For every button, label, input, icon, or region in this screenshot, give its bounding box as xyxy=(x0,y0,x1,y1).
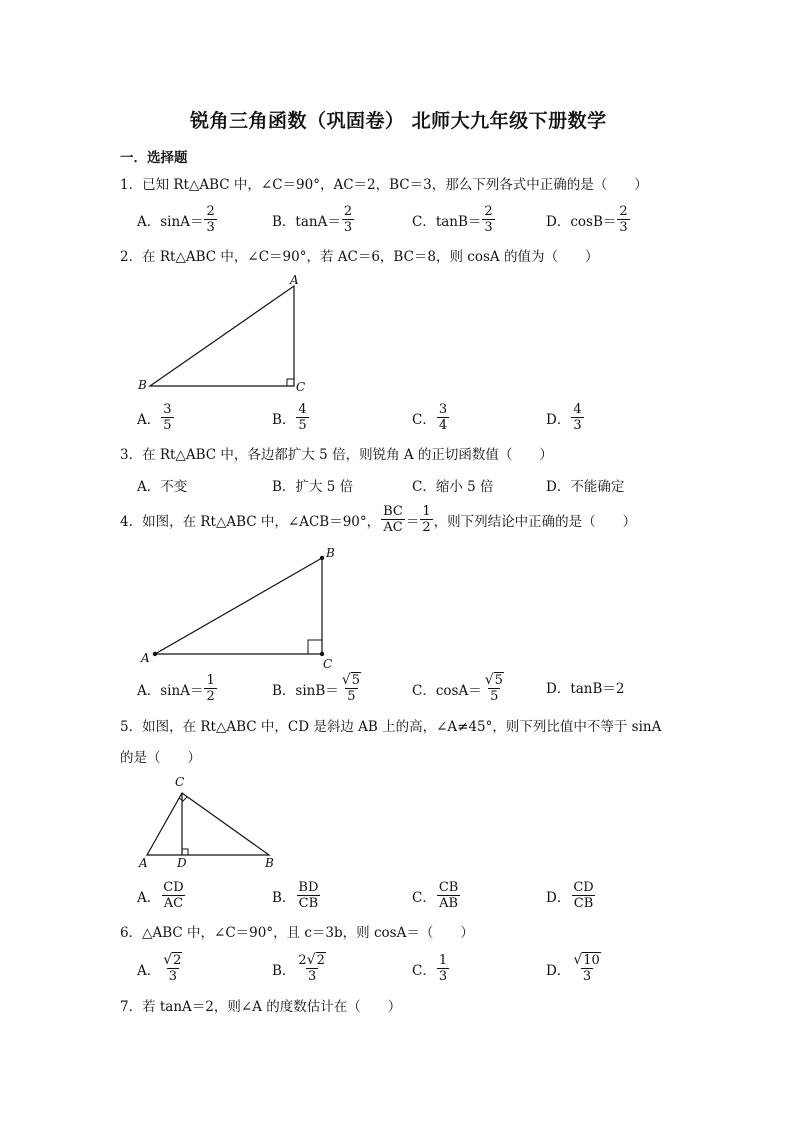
q4-option-b-fraction: $\frac{√5}{5}$ xyxy=(341,672,360,704)
q4-label-b: B xyxy=(326,546,335,560)
q5-label-c: C xyxy=(175,775,185,789)
q1-option-a-fraction: $\frac{2}{3}$ xyxy=(206,204,215,235)
q2-option-a-label: A． xyxy=(137,411,161,428)
q2-triangle xyxy=(150,286,294,386)
q1-option-d-label: D．cosB＝ xyxy=(546,213,617,230)
q2-option-b-label: B． xyxy=(272,411,296,428)
q5-option-b-fraction: $\frac{BD}{CB}$ xyxy=(298,880,319,911)
q6-option-d-fraction: $\frac{√10}{3}$ xyxy=(573,952,600,984)
q6-option-d[interactable] xyxy=(546,953,604,984)
q4-option-b-label: B．sinB＝ xyxy=(272,682,339,699)
q2-option-a[interactable] xyxy=(137,402,175,433)
q2-right-angle-mark xyxy=(287,379,294,386)
q5-option-c[interactable] xyxy=(412,880,461,911)
q4-triangle xyxy=(155,558,322,654)
q5-option-a-fraction: $\frac{CD}{AC}$ xyxy=(163,880,184,911)
q2-label-c: C xyxy=(296,380,306,394)
q5-label-b: B xyxy=(265,856,274,870)
q1-option-c[interactable] xyxy=(412,204,496,235)
question-4-stem xyxy=(120,504,636,535)
question-3-stem: 3．在 Rt△ABC 中，各边都扩大 5 倍，则锐角 A 的正切函数值（ ） xyxy=(120,447,553,463)
sqrt-icon: √ xyxy=(306,952,316,968)
question-2-stem: 2．在 Rt△ABC 中，∠C＝90°，若 AC＝6，BC＝8，则 cosA 的值为（ ） xyxy=(120,249,599,265)
q2-option-c-label: C． xyxy=(412,411,436,428)
q2-option-c-fraction: $\frac{3}{4}$ xyxy=(438,402,448,433)
q5-triangle-figure xyxy=(135,772,285,872)
sqrt-icon: √ xyxy=(573,952,583,968)
q2-option-d-fraction: $\frac{4}{3}$ xyxy=(573,402,582,433)
q4-point-b xyxy=(320,556,324,560)
q3-option-a[interactable]: A．不变 xyxy=(137,479,188,495)
q3-option-d[interactable]: D．不能确定 xyxy=(546,479,625,495)
q4-option-c[interactable] xyxy=(412,673,507,704)
q2-option-a-fraction: $\frac{3}{5}$ xyxy=(163,402,172,433)
q3-option-b[interactable]: B．扩大 5 倍 xyxy=(272,479,354,495)
q6-option-b-label: B． xyxy=(272,962,296,979)
q6-option-a-fraction: $\frac{√2}{3}$ xyxy=(163,952,182,984)
q1-option-b-label: B．tanA＝ xyxy=(272,213,341,230)
question-5-stem-line-1: 5．如图，在 Rt△ABC 中，CD 是斜边 AB 上的高，∠A≠45°，则下列比值中不等于 sinA xyxy=(120,719,662,735)
q2-option-b[interactable] xyxy=(272,402,310,433)
q4-label-a: A xyxy=(141,651,150,665)
q1-option-d-fraction: $\frac{2}{3}$ xyxy=(619,204,628,235)
q5-option-b-label: B． xyxy=(272,889,296,906)
q5-option-a-label: A． xyxy=(137,889,161,906)
q1-option-a-label: A．sinA＝ xyxy=(137,213,204,230)
q4-option-a-fraction: $\frac{1}{2}$ xyxy=(206,673,215,704)
q5-triangle xyxy=(147,793,269,855)
q2-label-b: B xyxy=(138,378,147,392)
q2-option-c[interactable] xyxy=(412,402,450,433)
q1-option-b-fraction: $\frac{2}{3}$ xyxy=(343,204,353,235)
question-6-stem: 6．△ABC 中，∠C＝90°，且 c＝3b，则 cosA＝（ ） xyxy=(120,925,474,941)
q5-right-angle-mark-c xyxy=(179,797,187,801)
q5-option-d-fraction: $\frac{CD}{CB}$ xyxy=(573,880,594,911)
q6-option-a-label: A． xyxy=(137,962,161,979)
question-7-stem: 7．若 tanA＝2，则∠A 的度数估计在（ ） xyxy=(120,999,402,1015)
q5-option-a[interactable] xyxy=(137,880,187,911)
q6-option-d-label: D． xyxy=(546,962,571,979)
q6-option-b[interactable] xyxy=(272,953,329,984)
q6-option-c-label: C． xyxy=(412,962,436,979)
q6-option-c-fraction: $\frac{1}{3}$ xyxy=(438,953,448,984)
q5-option-c-label: C． xyxy=(412,889,436,906)
q1-option-c-label: C．tanB＝ xyxy=(412,213,482,230)
q5-option-c-fraction: $\frac{CB}{AB}$ xyxy=(438,880,459,911)
q4-option-a-label: A．sinA＝ xyxy=(137,682,204,699)
q5-label-d: D xyxy=(177,856,187,870)
q4-stem-equals: ＝ xyxy=(405,513,420,530)
q4-option-c-label: C．cosA＝ xyxy=(412,682,482,699)
q4-stem-post: ，则下列结论中正确的是（ ） xyxy=(433,513,637,530)
section-heading: 一．选择题 xyxy=(120,150,188,166)
q4-point-a xyxy=(153,652,157,656)
q2-option-b-fraction: $\frac{4}{5}$ xyxy=(298,402,307,433)
page-title: 锐角三角函数（巩固卷） 北师大九年级下册数学 xyxy=(190,110,607,132)
q1-option-d[interactable] xyxy=(546,204,631,235)
q5-right-angle-mark-d xyxy=(182,849,188,855)
q4-stem-half: $\frac{1}{2}$ xyxy=(422,504,431,535)
sqrt-icon: √ xyxy=(163,952,173,968)
question-5-stem-line-2: 的是（ ） xyxy=(120,750,201,766)
q3-option-c[interactable]: C．缩小 5 倍 xyxy=(412,479,494,495)
q4-right-angle-mark xyxy=(308,640,322,654)
q4-option-a[interactable] xyxy=(137,673,218,704)
q4-stem-ratio: $\frac{BC}{AC}$ xyxy=(383,504,403,535)
q5-option-b[interactable] xyxy=(272,880,321,911)
q5-option-d-label: D． xyxy=(546,889,571,906)
q5-option-d[interactable] xyxy=(546,880,597,911)
q6-option-b-fraction: $\frac{2√2}{3}$ xyxy=(298,952,325,984)
q4-stem-pre: 4．如图，在 Rt△ABC 中，∠ACB＝90°， xyxy=(120,513,381,530)
q6-option-a[interactable] xyxy=(137,953,185,984)
q5-label-a: A xyxy=(139,856,148,870)
question-1-stem: 1．已知 Rt△ABC 中，∠C＝90°，AC＝2，BC＝3，那么下列各式中正确的是（ ） xyxy=(120,177,648,193)
q6-option-c[interactable] xyxy=(412,953,450,984)
q4-triangle-figure xyxy=(135,544,345,668)
q1-option-b[interactable] xyxy=(272,204,355,235)
q2-label-a: A xyxy=(290,273,299,287)
q2-option-d[interactable] xyxy=(546,402,585,433)
q2-option-d-label: D． xyxy=(546,411,571,428)
q4-label-c: C xyxy=(323,657,333,668)
q4-point-c xyxy=(320,652,324,656)
sqrt-icon: √ xyxy=(341,672,351,688)
q4-option-c-fraction: $\frac{√5}{5}$ xyxy=(484,672,503,704)
q4-option-d[interactable]: D．tanB＝2 xyxy=(546,681,625,697)
q1-option-c-fraction: $\frac{2}{3}$ xyxy=(484,204,493,235)
q2-triangle-figure xyxy=(130,270,330,396)
q4-option-b[interactable] xyxy=(272,673,364,704)
sqrt-icon: √ xyxy=(484,672,494,688)
q1-option-a[interactable] xyxy=(137,204,218,235)
